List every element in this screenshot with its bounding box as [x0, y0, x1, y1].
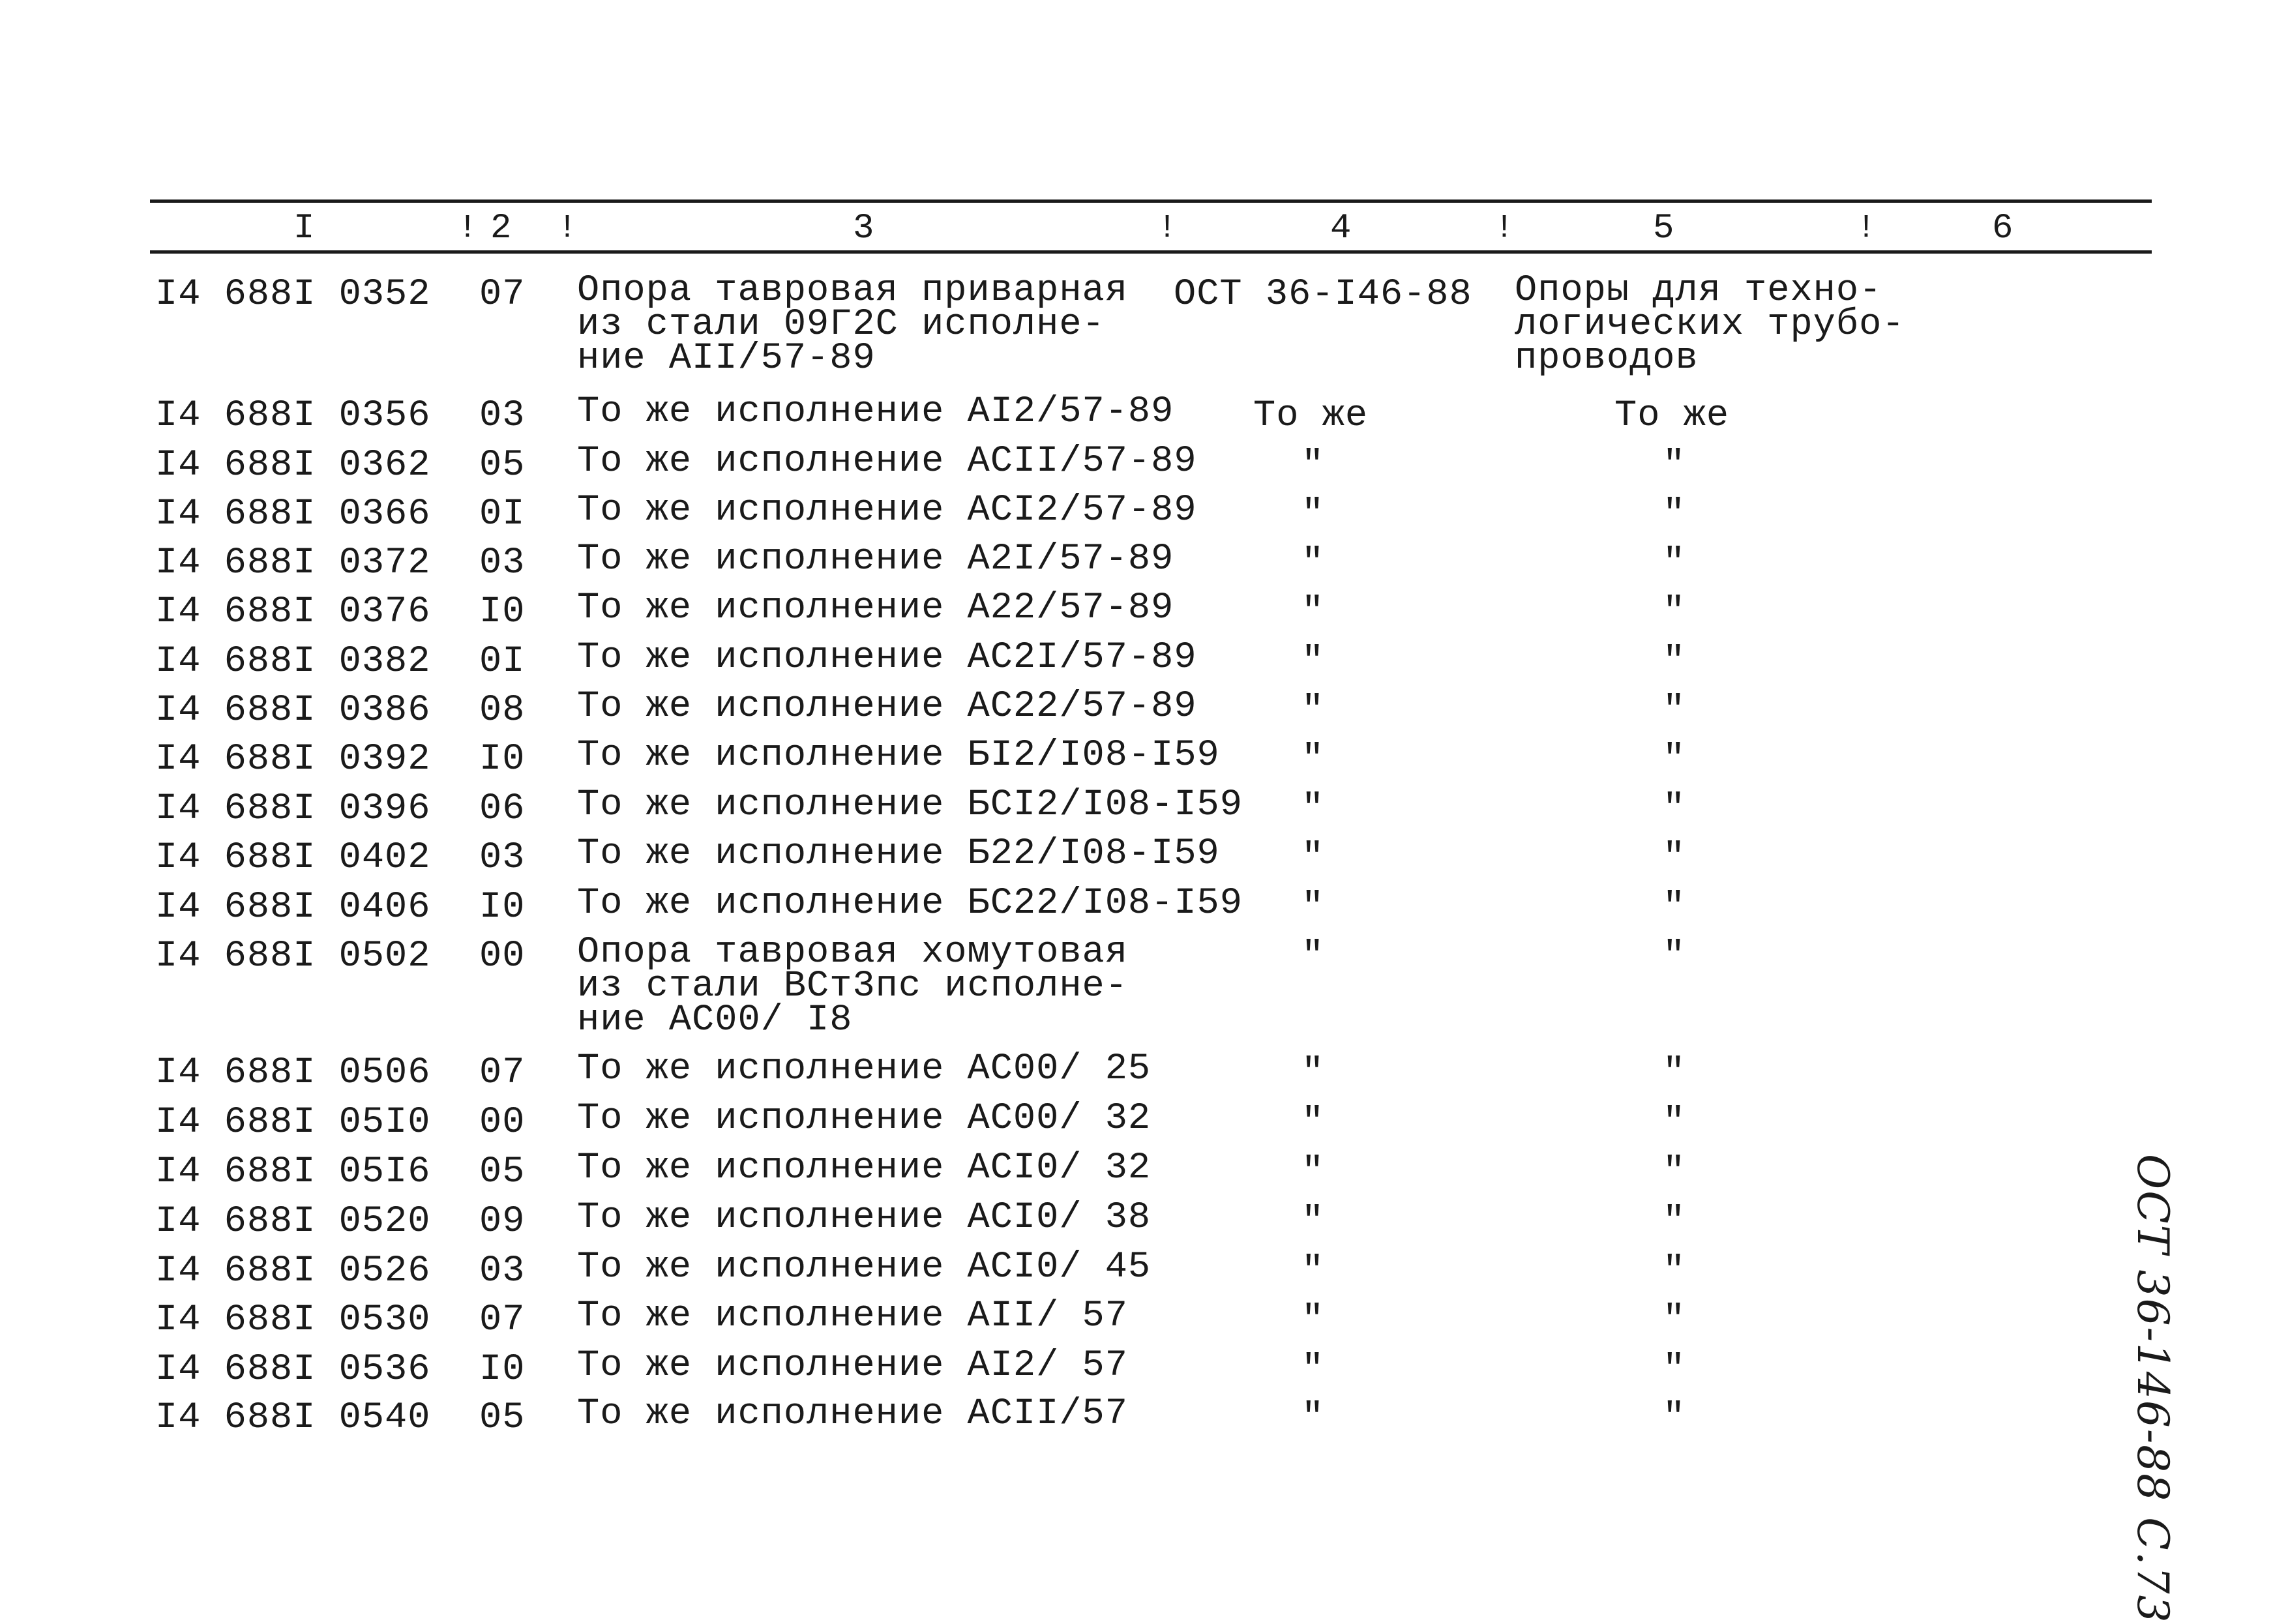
- header-separator: !: [1157, 210, 1178, 247]
- designation-code: I4 688I 05I6: [155, 1151, 431, 1193]
- designation-code: I4 688I 0526: [155, 1250, 431, 1292]
- standard-reference: ": [1301, 1349, 1325, 1391]
- designation-code: I4 688I 0406: [155, 887, 431, 928]
- standard-reference: ": [1301, 641, 1325, 683]
- standard-reference: То же: [1253, 395, 1369, 437]
- standard-reference: ОСТ 36-I46-88: [1174, 274, 1472, 316]
- designation-code: I4 688I 0530: [155, 1299, 431, 1341]
- control-number: 03: [479, 542, 526, 584]
- control-number: 07: [479, 1052, 526, 1094]
- designation-code: I4 688I 0540: [155, 1397, 431, 1439]
- designation-code: I4 688I 0366: [155, 494, 431, 535]
- standard-reference: ": [1301, 591, 1325, 633]
- header-col-1: I: [293, 209, 315, 248]
- item-description: Опора тавровая приварная из стали 09Г2С исполне- ние AII/57-89: [577, 270, 1128, 379]
- control-number: I0: [479, 1349, 526, 1391]
- designation-code: I4 688I 0362: [155, 445, 431, 486]
- designation-code: I4 688I 0356: [155, 395, 431, 437]
- designation-code: I4 688I 0506: [155, 1052, 431, 1094]
- side-document-reference: ОСТ 36-146-88 С.73: [2128, 1154, 2178, 1624]
- header-bottom-rule: [150, 250, 2152, 254]
- standard-reference: ": [1301, 1151, 1325, 1193]
- product-group: Опоры для техно- логических трубо- проводов: [1515, 270, 1905, 379]
- control-number: 03: [479, 837, 526, 879]
- product-group: ": [1663, 690, 1686, 731]
- control-number: I0: [479, 739, 526, 780]
- header-col-3: 3: [853, 209, 874, 248]
- item-description: То же исполнение AII/ 57: [577, 1295, 1128, 1337]
- item-description: То же исполнение БC22/I08-I59: [577, 883, 1243, 924]
- standard-reference: ": [1301, 1201, 1325, 1243]
- standard-reference: ": [1301, 788, 1325, 830]
- standard-reference: ": [1301, 494, 1325, 535]
- control-number: 03: [479, 1250, 526, 1292]
- product-group: ": [1663, 1102, 1686, 1144]
- control-number: 0I: [479, 494, 526, 535]
- item-description: То же исполнение ACI0/ 32: [577, 1147, 1151, 1189]
- product-group: ": [1663, 887, 1686, 928]
- control-number: I0: [479, 591, 526, 633]
- item-description: То же исполнениe A22/57-89: [577, 587, 1174, 629]
- control-number: 08: [479, 690, 526, 731]
- standard-reference: ": [1301, 1397, 1325, 1439]
- item-description: То же исполнение ACI2/57-89: [577, 490, 1197, 531]
- standard-reference: ": [1301, 1299, 1325, 1341]
- item-description: То же исполнение AC22/57-89: [577, 686, 1197, 728]
- product-group: То же: [1614, 395, 1730, 437]
- header-col-5: 5: [1653, 209, 1674, 248]
- item-description: То же исполнение AC00/ 25: [577, 1048, 1151, 1090]
- designation-code: I4 688I 0392: [155, 739, 431, 780]
- standard-reference: ": [1301, 936, 1325, 977]
- header-top-rule: [150, 199, 2152, 203]
- item-description: То же исполнение ACI0/ 38: [577, 1197, 1151, 1239]
- product-group: ": [1663, 1201, 1686, 1243]
- standard-reference: ": [1301, 690, 1325, 731]
- standard-reference: ": [1301, 1102, 1325, 1144]
- control-number: 05: [479, 1151, 526, 1193]
- item-description: То же исполнение AC00/ 32: [577, 1098, 1151, 1140]
- control-number: 0I: [479, 641, 526, 683]
- product-group: ": [1663, 542, 1686, 584]
- control-number: I0: [479, 887, 526, 928]
- standard-reference: ": [1301, 739, 1325, 780]
- header-separator: !: [458, 210, 478, 247]
- control-number: 07: [479, 274, 526, 316]
- item-description: То же исполнение A2I/57-89: [577, 539, 1174, 580]
- designation-code: I4 688I 0386: [155, 690, 431, 731]
- product-group: ": [1663, 1052, 1686, 1094]
- header-separator: !: [1494, 210, 1515, 247]
- control-number: 07: [479, 1299, 526, 1341]
- control-number: 03: [479, 395, 526, 437]
- item-description: То же исполнение ACI0/ 45: [577, 1247, 1151, 1288]
- designation-code: I4 688I 0372: [155, 542, 431, 584]
- designation-code: I4 688I 0396: [155, 788, 431, 830]
- header-col-2: 2: [490, 209, 512, 248]
- product-group: ": [1663, 1397, 1686, 1439]
- header-separator: !: [557, 210, 578, 247]
- standard-reference: ": [1301, 445, 1325, 486]
- product-group: ": [1663, 1349, 1686, 1391]
- product-group: ": [1663, 1151, 1686, 1193]
- designation-code: I4 688I 05I0: [155, 1102, 431, 1144]
- control-number: 00: [479, 936, 526, 977]
- product-group: ": [1663, 936, 1686, 977]
- designation-code: I4 688I 0402: [155, 837, 431, 879]
- designation-code: I4 688I 0376: [155, 591, 431, 633]
- product-group: ": [1663, 591, 1686, 633]
- product-group: ": [1663, 445, 1686, 486]
- standard-reference: ": [1301, 1052, 1325, 1094]
- header-separator: !: [1856, 210, 1877, 247]
- control-number: 05: [479, 1397, 526, 1439]
- control-number: 09: [479, 1201, 526, 1243]
- control-number: 06: [479, 788, 526, 830]
- header-col-6: 6: [1992, 209, 2013, 248]
- control-number: 05: [479, 445, 526, 486]
- designation-code: I4 688I 0382: [155, 641, 431, 683]
- standard-reference: ": [1301, 837, 1325, 879]
- product-group: ": [1663, 788, 1686, 830]
- product-group: ": [1663, 739, 1686, 780]
- item-description: То же исполнение ACII/57-89: [577, 441, 1197, 482]
- item-description: То же исполнение AI2/57-89: [577, 391, 1174, 433]
- standard-reference: ": [1301, 542, 1325, 584]
- designation-code: I4 688I 0520: [155, 1201, 431, 1243]
- control-number: 00: [479, 1102, 526, 1144]
- item-description: То же исполнение AI2/ 57: [577, 1345, 1128, 1387]
- product-group: ": [1663, 494, 1686, 535]
- product-group: ": [1663, 641, 1686, 683]
- product-group: ": [1663, 1250, 1686, 1292]
- item-description: То же исполнение Б22/I08-I59: [577, 833, 1220, 875]
- designation-code: I4 688I 0352: [155, 274, 431, 316]
- item-description: То же исполнение БCI2/I08-I59: [577, 784, 1243, 826]
- header-col-4: 4: [1330, 209, 1352, 248]
- designation-code: I4 688I 0536: [155, 1349, 431, 1391]
- standard-reference: ": [1301, 887, 1325, 928]
- item-description: То же исполнение БI2/I08-I59: [577, 735, 1220, 776]
- item-description: Опора тавровая хомутовая из стали ВСт3пс исполне- ние AC00/ I8: [577, 932, 1128, 1041]
- item-description: То же исполнение AC2I/57-89: [577, 637, 1197, 679]
- designation-code: I4 688I 0502: [155, 936, 431, 977]
- product-group: ": [1663, 837, 1686, 879]
- item-description: То же исполнение ACII/57: [577, 1393, 1128, 1435]
- standard-reference: ": [1301, 1250, 1325, 1292]
- product-group: ": [1663, 1299, 1686, 1341]
